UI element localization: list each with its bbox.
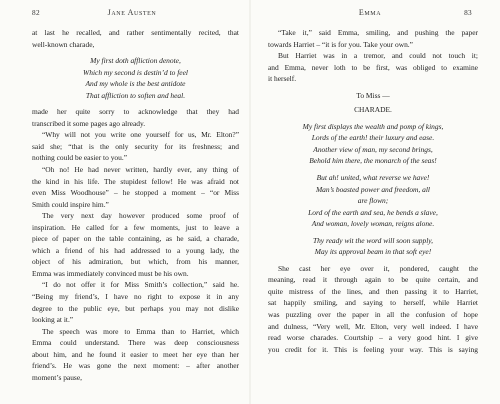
text-line: which a friend of his had addressed to a young lady, the (32, 245, 239, 255)
text-line: towards Harriet – “it is for you. Take your own.” (268, 39, 413, 49)
text-line: the kind in his life. The stupidest fellow! He was afraid not (32, 176, 239, 186)
verse-line: are flown; (357, 196, 389, 206)
text-line: about him, and he found it easier to meet her eye than her (32, 349, 239, 359)
text-line: “Take it,” said Emma, smiling, and pushing the paper (278, 28, 478, 37)
verse-line: Behold him there, the monarch of the seas! (309, 156, 437, 166)
text-line: sat happily smiling, and saying to herself, while Harriet (268, 298, 478, 308)
text-line: “Oh no! He had never written, hardly ever, any thing of (42, 165, 239, 175)
verse-line: Man’s boasted power and freedom, all (315, 184, 431, 194)
text-line: and Emma, never loth to be first, was obliged to examine (268, 62, 478, 72)
text-line: transcribed it some pages ago already. (32, 118, 146, 128)
text-line: She cast her eye over it, pondered, caught the (278, 263, 478, 273)
text-line: “Why will not you write one yourself for us, Mr. Elton?” (42, 130, 239, 140)
text-line: even Miss Woodhouse” – he stopped a moment – “or Miss (32, 188, 239, 198)
verse-line: Lords of the earth! their luxury and ease. (311, 133, 435, 143)
right-running-head (268, 8, 472, 20)
left-page-text (32, 27, 239, 383)
text-line: “I do not offer it for Miss Smith’s collection,” said he. (42, 280, 239, 290)
verse-line: And woman, lovely woman, reigns alone. (311, 219, 435, 229)
text-line: The speech was more to Emma than to Harriet, which (42, 326, 239, 336)
text-line: said she; “that is the only security for its freshness; and (32, 141, 239, 151)
text-line: made her quite sorry to acknowledge that they had (32, 107, 239, 117)
verse-line: That affliction to soften and heal. (85, 90, 186, 100)
charade-salutation: To Miss — (356, 90, 390, 100)
left-page-number: 82 (32, 8, 40, 17)
right-page-text (268, 27, 478, 355)
text-line: was puzzling over the paper in all the confusion of hope (268, 310, 478, 320)
text-line: quite mistress of the lines, and then passing it to Harriet, (268, 286, 478, 296)
text-line: Smith could inspire him.” (32, 199, 109, 209)
verse-line: My first displays the wealth and pomp of kings, (302, 121, 444, 131)
text-line: moment’s pause, (32, 372, 82, 382)
text-line: and dulness, “Very well, Mr. Elton, very well indeed. I have (268, 321, 478, 331)
charade-title: CHARADE. (354, 105, 392, 115)
text-line: “Being my friend’s, I have no right to expose it in any (32, 292, 239, 302)
verse-line: My first doth affliction denote, (90, 56, 181, 66)
verse-line: And my whole is the best antidote (85, 79, 186, 89)
text-line: at last he recalled, and rather sentimentally recited, that (32, 28, 239, 37)
verse-line: Another view of man, my second brings, (313, 144, 433, 154)
text-line: inspiration. He called for a few moments, just to leave a (32, 222, 239, 232)
verse-line: Which my second is destin’d to feel (83, 67, 188, 77)
right-page (250, 0, 500, 404)
verse-line: Thy ready wit the word will soon supply, (312, 235, 434, 245)
right-page-number: 83 (464, 8, 472, 17)
verse-line: May its approval beam in that soft eye! (314, 247, 432, 257)
verse-line: Lord of the earth and sea, he bends a slave, (308, 207, 438, 217)
text-line: you credit for it. This is feeling your way. This is saying (268, 344, 478, 354)
text-line: object of his admiration, but which, from his manner, (32, 257, 239, 267)
text-line: nothing could be easier to you.” (32, 153, 128, 163)
text-line: meaning, read it through again to be quite certain, and (268, 275, 478, 285)
text-line: Emma could understand. There was deep consciousness (32, 338, 239, 348)
left-running-title: Jane Austen (107, 8, 157, 17)
text-line: friend’s. He was gone the next moment: – after another (32, 361, 239, 371)
text-line: looking at it.” (32, 315, 74, 325)
text-line: Emma was immediately convinced must be his own. (32, 268, 189, 278)
text-line: read worse charades. Courtship – a very good hint. I give (268, 333, 478, 343)
left-running-head (32, 8, 232, 20)
text-line: well-known charade, (32, 39, 95, 49)
text-line: degree to the public eye, but perhaps you may not dislike (32, 303, 239, 313)
text-line: The very next day however produced some proof of (42, 211, 239, 221)
verse-line: But ah! united, what reverse we have! (316, 173, 430, 183)
text-line: piece of paper on the table containing, as he said, a charade, (32, 234, 239, 244)
text-line: But Harriet was in a tremor, and could not touch it; (278, 51, 478, 61)
text-line: it herself. (268, 74, 297, 84)
right-running-title: Emma (358, 8, 382, 17)
